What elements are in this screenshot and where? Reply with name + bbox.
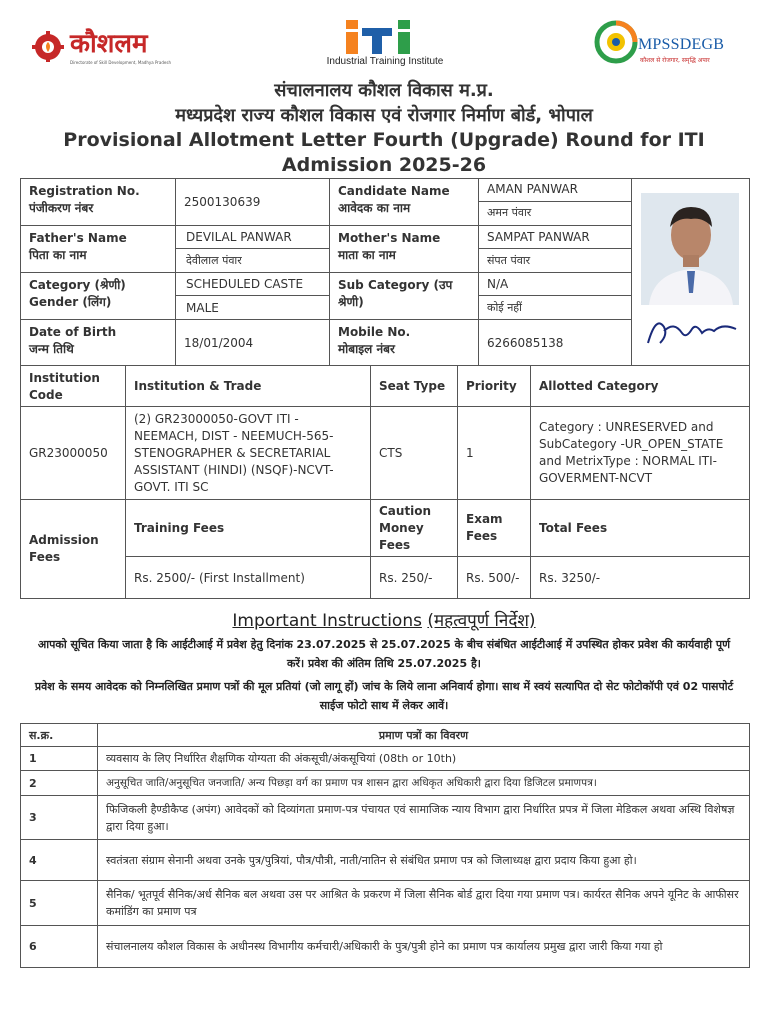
table-row xyxy=(97,925,750,968)
subcat-value-hi: कोई नहीं xyxy=(487,301,522,314)
category-label: Category (श्रेणी) xyxy=(29,278,126,292)
candidate-name-hi: अमन पंवार xyxy=(487,206,532,219)
father-label-en: Father's Name xyxy=(29,231,127,245)
instruction-paragraph-1: आपको सूचित किया जाता है कि आईटीआई में प्रवेश हेतु दिनांक 23.07.2025 से 25.07.2025 के बीच संबंधित आईटीआई में उपस्थित होकर प्रवेश की कार्यवाही पूर्ण करें। प्रवेश की अंतिम तिथि 25.07.2025 है। xyxy=(37,638,731,670)
seat-type-cell xyxy=(370,406,458,500)
gender-value: MALE xyxy=(186,301,219,315)
mother-label-en: Mother's Name xyxy=(338,231,441,245)
iti-logo xyxy=(310,18,460,74)
doc-desc-header-text: प्रमाण पत्रों का विवरण xyxy=(378,728,469,742)
instructions-title-en: Important Instructions xyxy=(232,611,422,631)
father-en-cell xyxy=(175,225,330,249)
name-hi-cell xyxy=(478,201,632,226)
subcat-label-cell xyxy=(329,272,479,320)
table-row xyxy=(20,880,98,926)
table-row xyxy=(97,795,750,840)
inst-code-header-text: Institution Code xyxy=(29,371,100,402)
inst-trade-value: (2) GR23000050-GOVT ITI - NEEMACH, DIST - NEEMUCH-565-STENOGRAPHER & SECRETARIAL ASSISTANT (HINDI) (NSQF)-NCVT-GOVT. ITI SC xyxy=(134,411,334,494)
instructions-title xyxy=(0,608,768,631)
mpssdegb-logo xyxy=(594,20,744,72)
inst-code-cell xyxy=(20,406,126,500)
inst-trade-cell xyxy=(125,406,371,500)
candidate-signature xyxy=(642,309,742,353)
reg-label-hi: पंजीकरण नंबर xyxy=(29,201,94,215)
mobile-label-hi: मोबाइल नंबर xyxy=(338,342,395,356)
mother-name-en: SAMPAT PANWAR xyxy=(487,230,590,244)
category-value-cell xyxy=(175,272,330,296)
category-gender-label-cell xyxy=(20,272,176,320)
mother-hi-cell xyxy=(478,248,632,273)
doc-desc: संचालनालय कौशल विकास के अधीनस्थ विभागीय कर्मचारी/अधिकारी के पुत्र/पुत्री होने का प्रमाण पत्र कार्यालय प्रमुख द्वारा जारी किया गया हो xyxy=(106,940,663,953)
kaushalam-subtitle: Directorate of Skill Development, Madhya Pradesh xyxy=(70,60,172,65)
priority-cell xyxy=(457,406,531,500)
caution-fees-cell xyxy=(370,556,458,599)
training-fees-value: Rs. 2500/- (First Installment) xyxy=(134,570,305,585)
iti-caption: Industrial Training Institute xyxy=(326,56,444,67)
father-name-en: DEVILAL PANWAR xyxy=(186,230,292,244)
mpssdegb-tagline: कौशल से रोजगार, समृद्धि अपार xyxy=(640,57,710,64)
kaushalam-wordmark: कौशलम xyxy=(70,29,148,59)
total-fees-header xyxy=(530,499,750,557)
name-label-hi: आवेदक का नाम xyxy=(338,201,411,215)
admission-fees-label: Admission Fees xyxy=(29,533,99,564)
doc-desc: व्यवसाय के लिए निर्धारित शैक्षणिक योग्यता की अंकसूची/अंकसूचियां (08th or 10th) xyxy=(106,752,457,765)
table-row xyxy=(97,770,750,796)
training-fees-cell xyxy=(125,556,371,599)
doc-sno: 5 xyxy=(29,896,37,910)
signature-text: Aman xyxy=(642,309,645,310)
title-letter: Provisional Allotment Letter Fourth (Upgrade) Round for ITI Admission 2025-26 xyxy=(63,129,705,176)
candidate-name-en: AMAN PANWAR xyxy=(487,182,578,196)
father-label-hi: पिता का नाम xyxy=(29,248,87,262)
mobile-label-en: Mobile No. xyxy=(338,325,411,339)
doc-sno: 3 xyxy=(29,811,37,824)
reg-value: 2500130639 xyxy=(184,195,261,209)
doc-sno: 4 xyxy=(29,853,37,867)
candidate-photo xyxy=(641,193,739,305)
title-directorate: संचालनालय कौशल विकास म.प्र. xyxy=(274,80,494,101)
mother-name-hi: संपत पंवार xyxy=(487,254,531,267)
inst-trade-header-text: Institution & Trade xyxy=(134,378,262,393)
doc-sno: 2 xyxy=(29,776,37,790)
inst-code-value: GR23000050 xyxy=(29,446,108,460)
mother-en-cell xyxy=(478,225,632,249)
doc-desc: सैनिक/ भूतपूर्व सैनिक/अर्ध सैनिक बल अथवा उस पर आश्रित के प्रकरण में जिला सैनिक बोर्ड द्वारा दिया गया प्रमाण पत्र। कार्यरत सैनिक अपने यूनिट के आफीसर कमांडिंग का प्रमाण पत्र xyxy=(106,888,739,918)
mpssdegb-wordmark: MPSSDEGB xyxy=(638,36,725,53)
mobile-value: 6266085138 xyxy=(487,335,564,350)
name-label-cell xyxy=(329,178,479,226)
father-name-hi: देवीलाल पंवार xyxy=(186,254,242,267)
total-fees-label: Total Fees xyxy=(539,520,608,535)
exam-fees-cell xyxy=(457,556,531,599)
dob-label-cell xyxy=(20,319,176,366)
gender-value-cell xyxy=(175,295,330,320)
reg-value-cell xyxy=(175,178,330,226)
allotted-category-header-text: Allotted Category xyxy=(539,378,659,393)
name-label-en: Candidate Name xyxy=(338,184,450,198)
mpssdegb-emblem-icon xyxy=(594,20,638,64)
mobile-label-cell xyxy=(329,319,479,366)
table-row xyxy=(20,839,98,881)
seat-type-header xyxy=(370,365,458,407)
doc-desc: स्वतंत्रता संग्राम सेनानी अथवा उनके पुत्र/पुत्रियां, पौत्र/पौत्री, नाती/नातिन से संबंधित प्रमाण पत्र को जिलाध्यक्ष द्वारा प्रदाय किया हुआ हो। xyxy=(106,853,637,867)
doc-sno-header-text: स.क्र. xyxy=(29,728,54,742)
exam-fees-value: Rs. 500/- xyxy=(466,570,520,585)
reg-label-en: Registration No. xyxy=(29,184,140,198)
table-row xyxy=(20,770,98,796)
seat-type-header-text: Seat Type xyxy=(379,378,446,393)
table-row xyxy=(20,925,98,968)
subcat-en-cell xyxy=(478,272,632,296)
instruction-paragraph-2: प्रवेश के समय आवेदक को निम्नलिखित प्रमाण पत्रों की मूल प्रतियां (जो लागू हों) जांच के लिये लाना अनिवार्य होगा। साथ में स्वयं सत्यापित दो सेट फोटोकॉपी एवं 02 पासपोर्ट साईज फोटो साथ में लेकर आवें। xyxy=(34,680,734,712)
doc-sno-header xyxy=(20,723,98,747)
dob-value-cell xyxy=(175,319,330,366)
name-en-cell xyxy=(478,178,632,202)
dob-label-hi: जन्म तिथि xyxy=(29,342,74,356)
subcat-label: Sub Category (उप श्रेणी) xyxy=(338,278,453,309)
mother-label-hi: माता का नाम xyxy=(338,248,396,262)
allotted-category-cell xyxy=(530,406,750,500)
caution-fees-header xyxy=(370,499,458,557)
table-row xyxy=(97,839,750,881)
father-hi-cell xyxy=(175,248,330,273)
table-row xyxy=(97,880,750,926)
dob-label-en: Date of Birth xyxy=(29,325,117,339)
table-row xyxy=(97,746,750,771)
total-fees-cell xyxy=(530,556,750,599)
mother-label-cell xyxy=(329,225,479,273)
doc-desc: फिजिकली हैण्डीकैप्ड (अपंग) आवेदकों को दिव्यांगता प्रमाण-पत्र पंचायत एवं सामाजिक न्याय विभाग द्वारा निर्धारित प्रपत्र में जिला मेडिकल अथवा अस्थि विशेषज्ञ द्वारा दिया हुआ। xyxy=(106,802,735,833)
category-value: SCHEDULED CASTE xyxy=(186,277,304,291)
dob-value: 18/01/2004 xyxy=(184,335,254,350)
priority-header xyxy=(457,365,531,407)
doc-sno: 1 xyxy=(29,752,37,765)
caution-fees-value: Rs. 250/- xyxy=(379,570,433,585)
subcat-value-en: N/A xyxy=(487,277,509,291)
allotted-category-value: Category : UNRESERVED and SubCategory -UR_OPEN_STATE and MetrixType : NORMAL ITI-GOVERMENT-NCVT xyxy=(539,420,724,485)
subcat-hi-cell xyxy=(478,295,632,320)
caution-fees-label: Caution Money Fees xyxy=(379,503,432,552)
doc-sno: 6 xyxy=(29,940,37,953)
doc-desc-header xyxy=(97,723,750,747)
admission-fees-label-cell xyxy=(20,499,126,599)
kaushalam-logo xyxy=(30,24,180,72)
allotted-category-header xyxy=(530,365,750,407)
inst-trade-header xyxy=(125,365,371,407)
iti-letters-icon xyxy=(344,18,424,54)
inst-code-header xyxy=(20,365,126,407)
table-row xyxy=(20,746,98,771)
mobile-value-cell xyxy=(478,319,632,366)
gear-flame-icon xyxy=(30,28,70,62)
priority-header-text: Priority xyxy=(466,378,517,393)
priority-value: 1 xyxy=(466,446,474,460)
title-board: मध्यप्रदेश राज्य कौशल विकास एवं रोजगार निर्माण बोर्ड, भोपाल xyxy=(175,105,593,126)
training-fees-header xyxy=(125,499,371,557)
father-label-cell xyxy=(20,225,176,273)
table-row xyxy=(20,795,98,840)
seat-type-value: CTS xyxy=(379,446,403,460)
total-fees-value: Rs. 3250/- xyxy=(539,570,601,585)
doc-desc: अनुसूचित जाति/अनुसूचित जनजाति/ अन्य पिछड़ा वर्ग का प्रमाण पत्र शासन द्वारा अधिकृत अधिकारी द्वारा दिया डिजिटल प्रमाणपत्र। xyxy=(106,776,597,789)
photo-signature-cell xyxy=(631,178,750,366)
exam-fees-header xyxy=(457,499,531,557)
training-fees-label: Training Fees xyxy=(134,520,225,535)
reg-label-cell xyxy=(20,178,176,226)
exam-fees-label: Exam Fees xyxy=(466,512,503,543)
instructions-title-hi: (महत्वपूर्ण निर्देश) xyxy=(427,611,536,631)
gender-label: Gender (लिंग) xyxy=(29,295,112,309)
